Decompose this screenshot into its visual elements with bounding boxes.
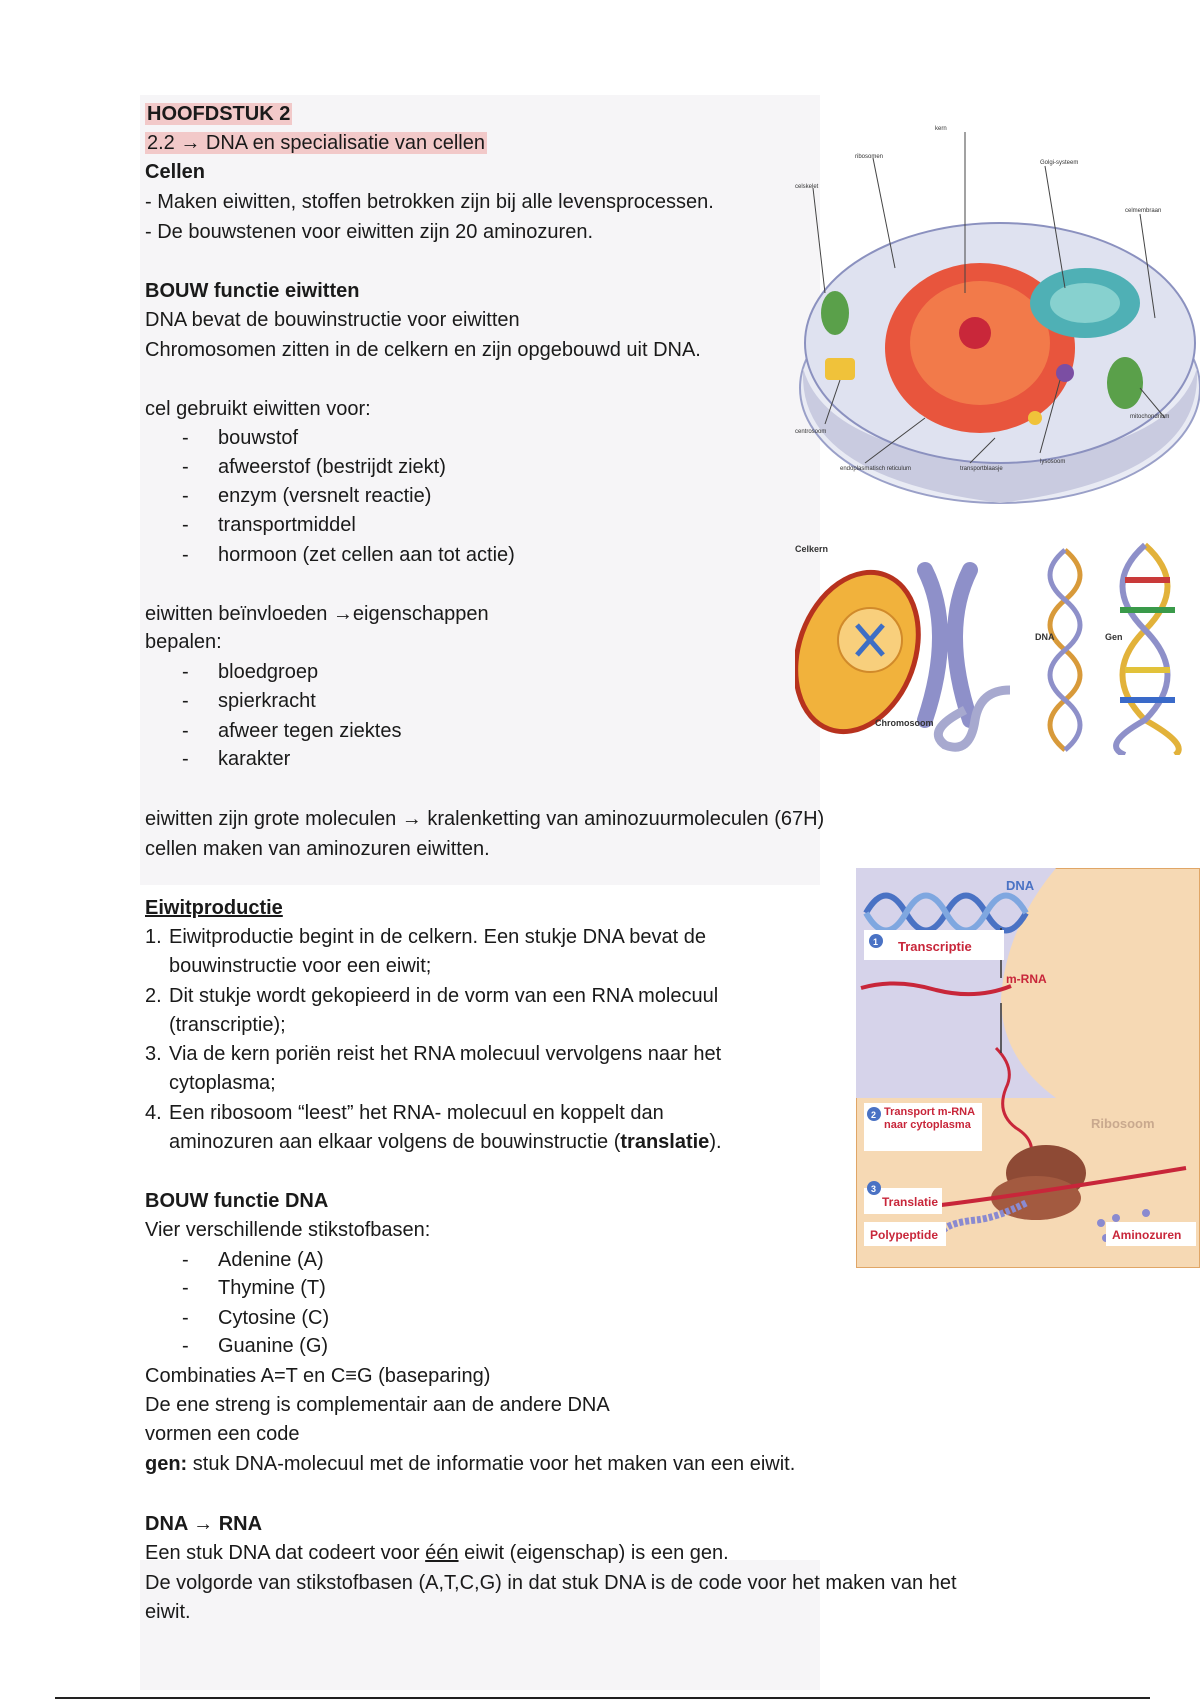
bouw-eiwitten-line: Chromosomen zitten in de celkern en zijn opgebouwd uit DNA.	[145, 339, 701, 361]
cell-label: celskelet	[795, 184, 819, 190]
cell-label: transportblaasje	[960, 466, 1003, 472]
gen-definition: gen: stuk DNA-molecuul met de informatie voor het maken van een eiwit.	[145, 1453, 796, 1475]
transport-label: Transport m-RNA naar cytoplasma	[884, 1106, 975, 1131]
cell-label: mitochondrium	[1130, 414, 1170, 420]
bouw-dna-line: Combinaties A=T en C≡G (baseparing)	[145, 1365, 491, 1387]
dna-label: DNA	[1006, 878, 1035, 893]
protein-synthesis-diagram	[856, 868, 1200, 1268]
dna-rna-line: Een stuk DNA dat codeert voor één eiwit (eigenschap) is een gen.	[145, 1542, 729, 1564]
cell-label: kern	[935, 126, 947, 132]
bouw-dna-line: vormen een code	[145, 1423, 300, 1445]
dna-rna-heading: DNA → RNA	[145, 1513, 263, 1535]
transport-label-box	[884, 1106, 980, 1151]
step-number: 2	[871, 1110, 877, 1120]
document-page: HOOFDSTUK 2 2.2 → DNA en specialisatie van cellen Cellen - Maken eiwitten, stoffen betrokken zijn bij alle levensprocessen. - De bouwstenen voor eiwitten zijn 20 aminozuren. BOUW functie eiwitten DNA bevat de bouwinstructie voor eiwitten Chromosomen zitten in de celkern en zijn opgebouwd uit DNA. cel gebruikt eiwitten voor: - bouwstof - afweerstof (bestrijdt ziekt) - enzym (versnelt reactie) - transportmiddel - hormoon (zet cellen aan tot actie) eiwitten beïnvloeden →eigenschappen bepalen: - bloedgroep - spierkracht - afweer tegen ziektes - karakter eiwitten zijn grote moleculen → kralenketting van aminozuurmoleculen (67H) cellen maken van aminozuren eiwitten. Eiwitproductie 1. Eiwitproductie begint in de celkern. Een stukje DNA bevat de bouwinstructie voor een eiwit; 2. Dit stukje wordt gekopieerd in de vorm van een RNA molecuul (transcriptie); 3. Via de kern poriën reist het RNA molecuul vervolgens naar het cytoplasma; 4. Een ribosoom “leest” het RNA- molecuul en koppelt dan aminozuren aan elkaar volgens de bouwinstructie (translatie). BOUW functie DNA Vier verschillende stikstofbasen: - Adenine (A) - Thymine (T) - Cytosine (C) - Guanine (G) Combinaties A=T en C≡G (baseparing) De ene streng is complementair aan de andere DNA vormen een code gen: stuk DNA-molecuul met de informatie voor het maken van een eiwit. DNA → RNA Een stuk DNA dat codeert voor één eiwit (eigenschap) is een gen. De volgorde van stikstofbasen (A,T,C,G) in dat stuk DNA is de code voor het maken van het eiwit. kern ribosomen Golgi-systeem celskelet celmembraan mitochondrium centrosoom endoplasmatisch reticulum transportblaasje lysosoom Celkern DNA Gen Chromosoom 1 Transcriptie DNA m-RNA 2 Transport m-RNA naar cytoplasma Ribosoom 3 Translatie Polypeptide Aminozuren	[0, 0, 1200, 1700]
cell-label: Golgi-systeem	[1040, 160, 1079, 166]
cell-label: ribosomen	[855, 154, 884, 160]
cellen-line: - De bouwstenen voor eiwitten zijn 20 aminozuren.	[145, 221, 594, 243]
cell-label: celmembraan	[1125, 208, 1162, 214]
cell-diagram	[795, 118, 1200, 538]
chromatin-shape	[938, 690, 1010, 747]
mitochondrion-shape	[821, 291, 849, 335]
cell-label: endoplasmatisch reticulum	[840, 466, 912, 472]
chromosome-shape	[925, 570, 970, 720]
nucleolus-shape	[959, 317, 991, 349]
cellen-heading: Cellen	[145, 161, 206, 183]
bouw-dna-line: De ene streng is complementair aan de andere DNA	[145, 1394, 610, 1416]
bouw-dna-intro: Vier verschillende stikstofbasen:	[145, 1219, 431, 1241]
transcriptie-label: Transcriptie	[898, 939, 972, 954]
dna-label: Gen	[1105, 632, 1123, 642]
dna-label: Celkern	[795, 544, 829, 554]
bouw-eiwitten-line: DNA bevat de bouwinstructie voor eiwitten	[145, 309, 520, 331]
lysosome-shape	[1056, 364, 1074, 382]
ribosoom-label: Ribosoom	[1091, 1116, 1155, 1131]
eigenschappen-intro: eiwitten beïnvloeden →eigenschappen	[145, 603, 489, 625]
translatie-label: Translatie	[882, 1195, 939, 1209]
dna-rna-line: De volgorde van stikstofbasen (A,T,C,G) in dat stuk DNA is de code voor het maken van het	[145, 1572, 957, 1594]
dna-label: Chromosoom	[875, 718, 934, 728]
section-title: 2.2 → DNA en specialisatie van cellen	[147, 132, 485, 154]
dna-helix-shape	[1050, 550, 1080, 750]
bouw-eiwitten-heading: BOUW functie eiwitten	[145, 280, 360, 302]
moleculen-line: eiwitten zijn grote moleculen → kralenketting van aminozuurmoleculen (67H)	[145, 808, 825, 830]
moleculen-line: cellen maken van aminozuren eiwitten.	[145, 838, 490, 860]
gene-helix-shape	[1116, 545, 1179, 755]
mitochondrion-shape	[1107, 357, 1143, 409]
bottom-rule	[55, 1697, 1150, 1699]
cell-label: lysosoom	[1040, 459, 1066, 465]
dna-diagram	[795, 540, 1200, 755]
chapter-title: HOOFDSTUK 2	[147, 103, 291, 125]
bouw-dna-heading: BOUW functie DNA	[145, 1190, 329, 1212]
eigenschappen-intro: bepalen:	[145, 631, 222, 653]
eiwitproductie-heading: Eiwitproductie	[145, 897, 283, 919]
aminozuren-label: Aminozuren	[1112, 1228, 1182, 1242]
gebruik-intro: cel gebruikt eiwitten voor:	[145, 398, 371, 420]
mrna-label: m-RNA	[1006, 972, 1047, 986]
vesicle-shape	[1028, 411, 1042, 425]
dna-rna-line: eiwit.	[145, 1601, 191, 1623]
step-number: 3	[871, 1184, 877, 1194]
polypeptide-label: Polypeptide	[870, 1228, 939, 1242]
golgi-inner-shape	[1050, 283, 1120, 323]
cellen-line: - Maken eiwitten, stoffen betrokken zijn bij alle levensprocessen.	[145, 191, 714, 213]
dna-label: DNA	[1035, 632, 1055, 642]
cell-label: centrosoom	[795, 429, 827, 435]
step-number: 1	[873, 937, 879, 947]
centrosome-shape	[825, 358, 855, 380]
